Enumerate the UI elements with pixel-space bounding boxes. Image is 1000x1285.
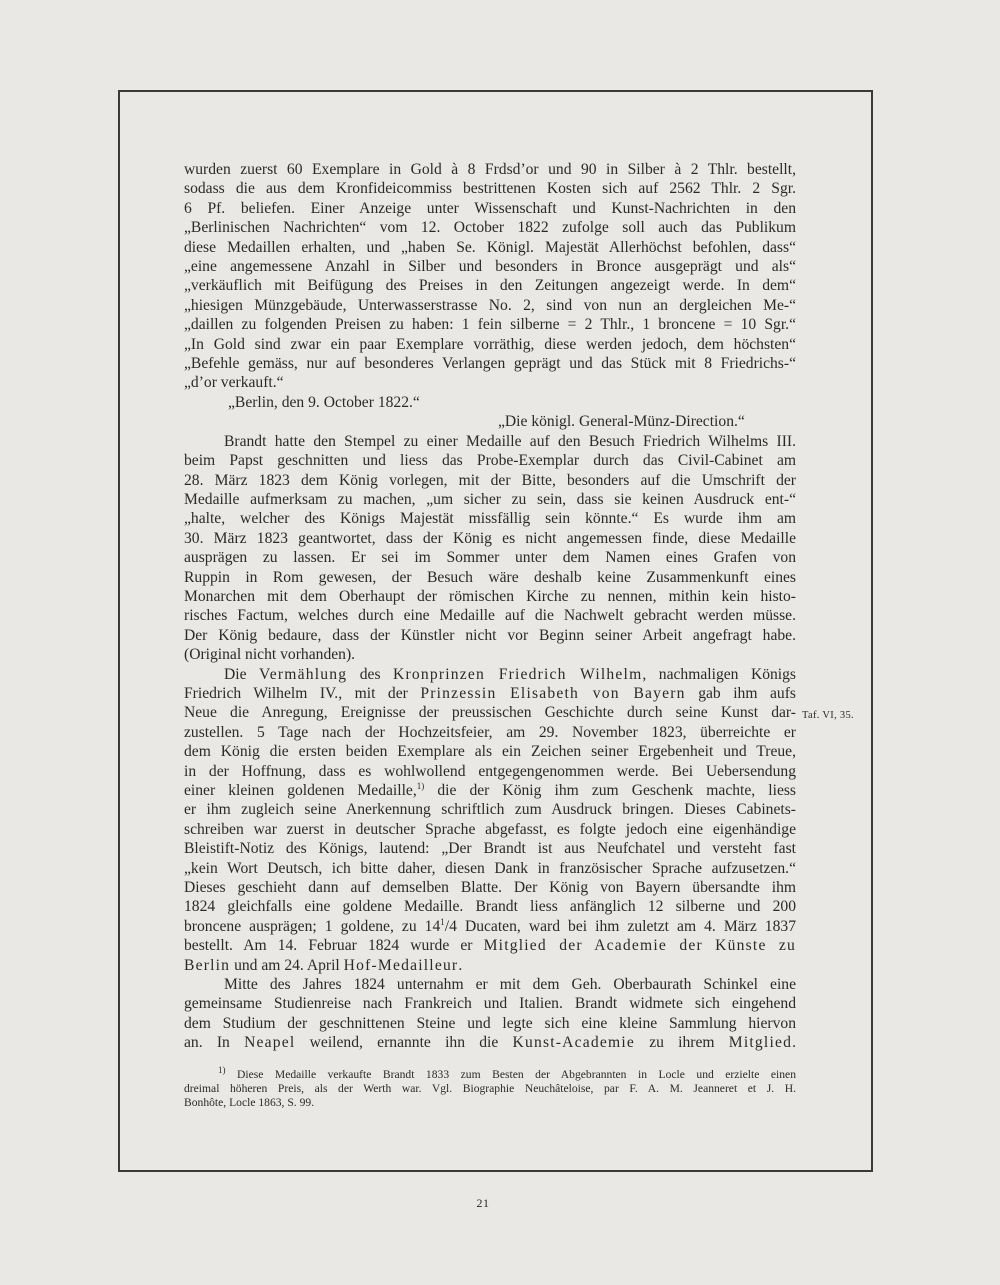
text-line: „In Gold sind zwar ein paar Exemplare vorräthig, diese werden jedoch, dem höchsten“ <box>184 335 796 353</box>
text-line: in der Hoffnung, dass es wohlwollend entgegengenommen werde. Bei Uebersendung <box>184 762 796 780</box>
text-line <box>184 1033 796 1052</box>
spaced-term: Neapel <box>244 1034 296 1052</box>
text-line: dem König die ersten beiden Exemplare als ein Zeichen seiner Ergebenheit und Treue, <box>184 743 796 761</box>
text-line: diese Medaillen erhalten, und „haben Se. Königl. Majestät Allerhöchst befohlen, dass“ <box>184 238 796 256</box>
text-line: Ruppin in Rom gewesen, der Besuch wäre deshalb keine Zusammenkunft eines <box>184 568 796 586</box>
fraction-denominator: 4 <box>449 917 457 935</box>
text-line <box>184 956 796 975</box>
text-run: des <box>347 665 393 683</box>
text-line: Medaille aufmerksam zu machen, „um sicher zu sein, dass sie keinen Ausdruck ent-“ <box>184 490 796 508</box>
text-line: Bleistift-Notiz des Königs, lautend: „Der Brandt ist aus Neufchatel und versteht fast <box>184 840 796 858</box>
text-line: dem Studium der geschnittenen Steine und legte sich eine kleine Sammlung hiervon <box>184 1014 796 1032</box>
text-line: Neue die Anregung, Ereignisse der preussischen Geschichte durch seine Kunst dar- <box>184 704 796 722</box>
spaced-term: Mitglied <box>728 1034 793 1052</box>
text-line: „d’or verkauft.“ <box>184 374 284 392</box>
text-line: zustellen. 5 Tage nach der Hochzeitsfeier, am 29. November 1823, überreichte er <box>184 723 796 741</box>
paragraph-3 <box>184 665 796 976</box>
text-line <box>184 684 796 703</box>
text-line: Brandt hatte den Stempel zu einer Medaille auf den Besuch Friedrich Wilhelms III. <box>224 432 796 450</box>
fraction-separator: / <box>444 917 450 935</box>
text-line <box>184 917 796 936</box>
text-line: „Berlinischen Nachrichten“ vom 12. October 1822 zufolge soll auch das Publikum <box>184 219 796 237</box>
signature-name: „Die königl. General-Münz-Direction.“ <box>498 413 745 431</box>
paragraph-1 <box>184 160 796 393</box>
text-line <box>184 781 796 800</box>
text-run: einer kleinen goldenen Medaille, <box>184 782 417 799</box>
main-text <box>184 160 796 1053</box>
text-line: risches Factum, welches durch eine Medaille auf die Nachwelt gebracht werden müsse. <box>184 607 796 625</box>
text-line: er ihm zugleich seine Anerkennung schriftlich zum Ausdruck bringen. Dieses Cabinets- <box>184 801 796 819</box>
text-line <box>184 936 796 955</box>
footnote <box>184 1065 796 1111</box>
page-number: 21 <box>476 1196 490 1210</box>
text-run: . <box>792 1034 796 1052</box>
text-line: 6 Pf. beliefen. Einer Anzeige unter Wissenschaft und Kunst-Nachrichten in den <box>184 199 796 217</box>
footnote-marker: 1) <box>218 1065 226 1076</box>
text-line: wurden zuerst 60 Exemplare in Gold à 8 Frdsd’or und 90 in Silber à 2 Thlr. bestellt, <box>184 161 796 178</box>
text-line: 28. März 1823 dem König vorlegen, mit der Bitte, besonders auf die Umschrift der <box>184 471 796 489</box>
text-run: . <box>458 956 463 974</box>
plate-reference-note: Taf. VI, 35. <box>802 710 854 721</box>
text-line: „kein Wort Deutsch, ich bitte daher, diesen Dank in französischer Sprache aufzusetzen.“ <box>184 859 796 877</box>
text-run: Die <box>224 665 260 683</box>
spaced-term: Prinzessin Elisabeth von Bayern <box>420 684 686 702</box>
spaced-term: Kronprinzen Friedrich Wilhelm <box>393 665 643 683</box>
text-line: schreiben war zuerst in deutscher Sprache abgefasst, es folgte jedoch eine eigenhändige <box>184 820 796 838</box>
spaced-term: Vermählung <box>259 665 348 683</box>
spaced-term: Kunst-Academie <box>512 1034 635 1052</box>
text-line: „verkäuflich mit Beifügung des Preises in den Zeitungen angezeigt werde. In dem“ <box>184 277 796 295</box>
text-line: 30. März 1823 geantwortet, dass der König es nicht angemessen finde, diese Medaille <box>184 529 796 547</box>
text-run: Ducaten, ward bei ihm zuletzt am 4. März 1837 <box>456 917 796 935</box>
text-run: bestellt. Am 14. Februar 1824 wurde er <box>184 937 484 955</box>
text-run: weilend, ernannte ihn die <box>295 1034 513 1052</box>
text-line: Der König bedaure, dass der Künstler nicht vor Beginn seiner Arbeit angefragt habe. <box>184 626 796 644</box>
text-line: 1824 gleichfalls eine goldene Medaille. Brandt liess anfänglich 12 silberne und 200 <box>184 898 796 916</box>
spaced-term: Hof-Medailleur <box>343 956 459 974</box>
text-line: „eine angemessene Anzahl in Silber und besonders in Bronce ausgeprägt und als“ <box>184 258 796 276</box>
text-line <box>184 665 796 684</box>
text-line: beim Papst geschnitten und liess das Probe-Exemplar durch das Civil-Cabinet am <box>184 452 796 470</box>
footnote-line <box>184 1065 796 1082</box>
text-line: Mitte des Jahres 1824 unternahm er mit dem Geh. Oberbaurath Schinkel eine <box>224 976 796 994</box>
text-line: „daillen zu folgenden Preisen zu haben: 1 fein silberne = 2 Thlr., 1 broncene = 10 Sgr.“ <box>184 316 796 334</box>
text-line: (Original nicht vorhanden). <box>184 646 356 664</box>
signature-date: „Berlin, den 9. October 1822.“ <box>228 393 420 411</box>
text-line: gemeinsame Studienreise nach Frankreich und Italien. Brandt widmete sich eingehend <box>184 995 796 1013</box>
text-run: zu ihrem <box>634 1034 729 1052</box>
text-line: sodass die aus dem Kronfideicommiss bestrittenen Kosten sich auf 2562 Thlr. 2 Sgr. <box>184 180 796 198</box>
footnote-line: Bonhôte, Locle 1863, S. 99. <box>184 1096 315 1110</box>
text-line: Monarchen mit dem Oberhaupt der römischen Kirche zu nennen, mithin kein histo- <box>184 587 796 605</box>
text-run: an. In <box>184 1034 245 1052</box>
spaced-term: Mitglied der Academie der Künste zu <box>483 937 797 955</box>
text-line: Dieses geschieht dann auf demselben Blatte. Der König von Bayern übersandte ihm <box>184 879 796 897</box>
text-line: „hiesigen Münzgebäude, Unterwasserstrasse No. 2, sind von nun an dergleichen Me-“ <box>184 296 796 314</box>
paragraph-2 <box>184 432 796 665</box>
text-run: Diese Medaille verkaufte Brandt 1833 zum Besten der Abgebrannten in Locle und erzielte einen <box>225 1068 796 1081</box>
text-line: „halte, welcher des Königs Majestät missfällig sein könnte.“ Es wurde ihm am <box>184 510 796 528</box>
paragraph-4 <box>184 975 796 1053</box>
spaced-term: Berlin <box>184 956 231 974</box>
footnote-reference[interactable]: 1) <box>416 780 425 791</box>
text-run: Friedrich Wilhelm IV., mit der <box>184 684 421 702</box>
text-run: und am 24. April <box>230 956 344 974</box>
text-run: , nachmaligen Königs <box>642 665 796 683</box>
text-run: broncene ausprägen; 1 goldene, zu 14 <box>184 917 441 935</box>
footnote-line: dreimal höheren Preis, als der Werth war. Vgl. Biographie Neuchâteloise, par F. A. M. Jeanneret et J. H. <box>184 1082 796 1096</box>
text-line: „Befehle gemäss, nur auf besonderes Verlangen geprägt und das Stück mit 8 Friedrichs-“ <box>184 355 796 373</box>
text-run: die der König ihm zum Geschenk machte, liess <box>424 782 796 799</box>
fraction-numerator: 1 <box>440 916 445 927</box>
text-run: gab ihm aufs <box>685 684 796 702</box>
text-line: ausprägen zu lassen. Er sei im Sommer unter dem Namen eines Grafen von <box>184 549 796 567</box>
